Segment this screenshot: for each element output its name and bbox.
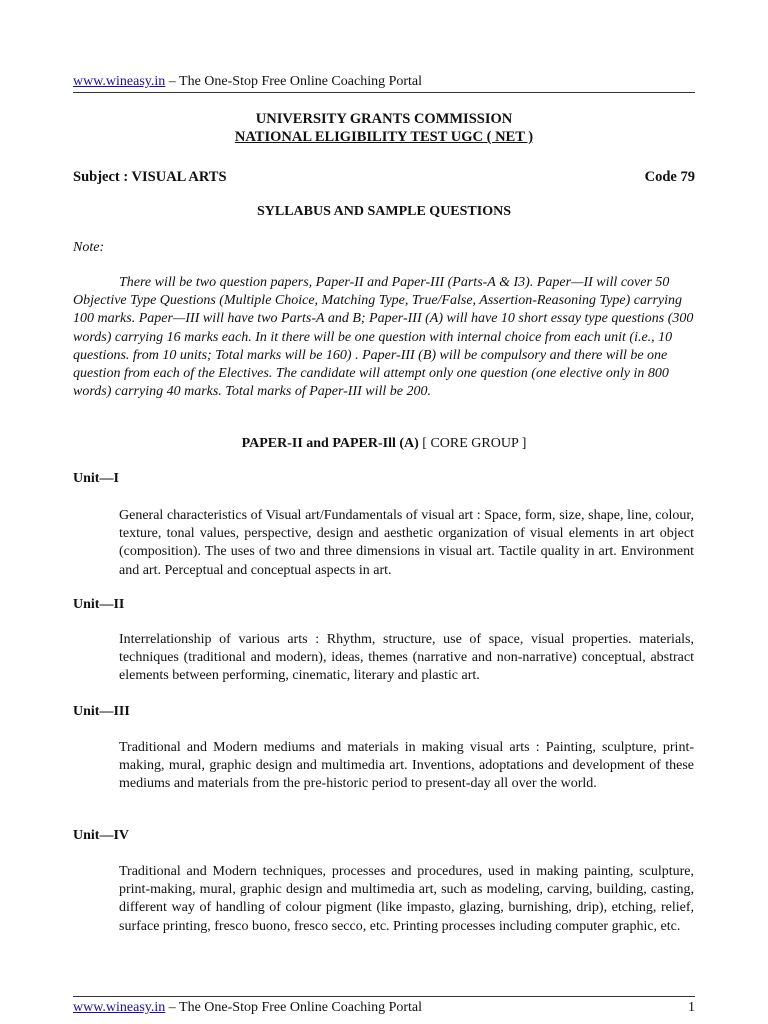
subject-row xyxy=(73,168,695,186)
paper-heading-bold: PAPER-II and PAPER-Ill (A) xyxy=(241,436,419,451)
page-number: 1 xyxy=(688,1000,695,1015)
unit-1-body: General characteristics of Visual art/Fundamentals of visual art : Space, form, size, shape, line, colour, texture, tonal values, perspective, design and aesthetic organization of visual elements in art object (composition). The uses of two and three dimensions in visual art. Tactile quality in art. Environment and art. Perceptual and conceptual aspects in art. xyxy=(119,508,694,578)
note-body: There will be two question papers, Paper-II and Paper-III (Parts-A & I3). Paper—II will cover 50 Objective Type Questions (Multiple Choice, Matching Type, True/False, Assertion-Reasoning Type) carrying 100 marks. Paper—III will have two Parts-A and B; Paper-III (A) will have 10 short essay type questions (300 words) carrying 16 marks each. In it there will be one question with internal choice from each unit (i.e., 10 questions. from 10 units; Total marks will be 160) . Paper-III (B) will be compulsory and there will be one question from each of the Electives. The candidate will attempt only one question (one elective only in 800 words) carrying 40 marks. Total marks of Paper-III will be 200. xyxy=(73,275,694,400)
note-label: Note: xyxy=(73,240,105,255)
syllabus-heading: SYLLABUS AND SAMPLE QUESTIONS xyxy=(256,204,511,219)
title-line-1: UNIVERSITY GRANTS COMMISSION xyxy=(255,111,513,127)
header-tagline: – The One-Stop Free Online Coaching Portal xyxy=(165,74,423,89)
page-header xyxy=(73,74,695,93)
title-line-2: NATIONAL ELIGIBILITY TEST UGC ( NET ) xyxy=(234,129,534,145)
unit-4-body: Traditional and Modern techniques, processes and procedures, used in making painting, sculpture, print-making, mural, graphic design and multimedia art, such as modeling, carving, building, casting, different way of handling of colour pigment (like impasto, glazing, burnishing, drip), etching, relief, surface printing, fresco buono, fresco secco, etc. Printing processes including computer graphic, etc. xyxy=(119,864,694,934)
header-site-link[interactable]: www.wineasy.in xyxy=(73,74,166,89)
unit-2-title: Unit—II xyxy=(73,597,125,612)
subject-code: Code 79 xyxy=(644,169,695,185)
footer-site-link[interactable]: www.wineasy.in xyxy=(73,1000,166,1015)
page-footer xyxy=(73,996,695,1016)
unit-2-body: Interrelationship of various arts : Rhythm, structure, use of space, visual properties. materials, techniques (traditional and modern), ideas, themes (narrative and non-narrative) conceptual, abstract elements between performing, cinematic, literary and plastic art. xyxy=(119,632,694,684)
unit-3-body: Traditional and Modern mediums and materials in making visual arts : Painting, sculpture, print-making, mural, graphic design and multimedia art. Inventions, adoptations and development of these mediums and materials from the pre-historic period to present-day all over the world. xyxy=(119,740,694,792)
subject-label: Subject : VISUAL ARTS xyxy=(73,169,227,185)
paper-heading xyxy=(73,436,695,452)
unit-4-title: Unit—IV xyxy=(73,828,130,843)
unit-1-title: Unit—I xyxy=(73,471,119,486)
document-title xyxy=(73,110,695,146)
paper-heading-group: [ CORE GROUP ] xyxy=(418,436,527,451)
footer-tagline: – The One-Stop Free Online Coaching Portal xyxy=(165,1000,423,1015)
unit-3-title: Unit—III xyxy=(73,704,130,719)
